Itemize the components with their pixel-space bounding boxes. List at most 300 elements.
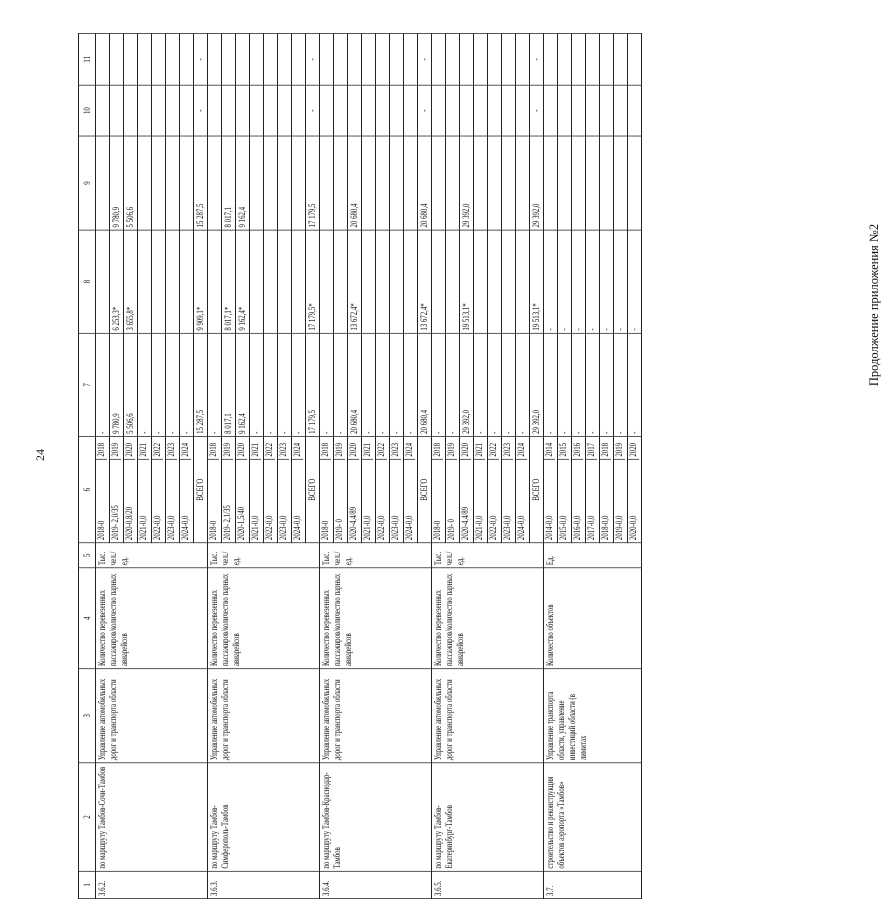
- cell-value: [516, 230, 530, 333]
- cell-empty: [614, 34, 628, 86]
- cell-value: 13 672,4*: [348, 230, 362, 333]
- cell-value: -: [502, 333, 516, 436]
- cell-year: 2024: [516, 437, 527, 460]
- cell-target-year: [138, 437, 152, 543]
- cell-target: 2020-0,8/20: [124, 506, 134, 541]
- cell-empty: [320, 34, 334, 86]
- cell-value: [138, 136, 152, 230]
- cell-target: 2021-0,0: [474, 515, 484, 541]
- cell-year: 2023: [502, 437, 513, 460]
- cell-value: -: [138, 333, 152, 436]
- cell-value: [502, 85, 516, 136]
- cell-empty: [110, 34, 124, 86]
- cell-value: [250, 230, 264, 333]
- cell-year: 2014: [544, 437, 555, 460]
- cell-name: по маршруту Тамбов-Краснодар-Тамбов: [320, 763, 432, 872]
- cell-value: 8 017,1: [222, 333, 236, 436]
- cell-value: [208, 230, 222, 333]
- cell-value: [446, 136, 460, 230]
- cell-value: [96, 136, 110, 230]
- cell-target: 2023-0,0: [390, 515, 400, 541]
- cell-empty: [208, 34, 222, 86]
- cell-year: 2018: [208, 437, 219, 460]
- cell-value: [544, 85, 558, 136]
- cell-value: [250, 136, 264, 230]
- cell-total: 15 287,5: [194, 333, 208, 436]
- cell-empty: [124, 34, 138, 86]
- cell-year: 2020: [348, 437, 359, 460]
- cell-total-label: ВСЕГО: [306, 437, 320, 543]
- header-row: [79, 34, 96, 899]
- cell-empty: [544, 34, 558, 86]
- cell-value: -: [390, 333, 404, 436]
- cell-value: [376, 85, 390, 136]
- cell-year: 2019: [110, 437, 121, 460]
- cell-total: -: [530, 85, 544, 136]
- cell-target: 2015-0,0: [558, 515, 568, 541]
- cell-year: 2023: [278, 437, 289, 460]
- cell-value: 9 780,9: [110, 333, 124, 436]
- cell-value: -: [278, 333, 292, 436]
- cell-value: [138, 85, 152, 136]
- cell-target-year: [376, 437, 390, 543]
- cell-no: 3.7.: [544, 871, 642, 898]
- cell-value: [404, 136, 418, 230]
- header-cell: 3: [79, 669, 96, 763]
- cell-year: 2019: [334, 437, 345, 460]
- cell-value: -: [446, 333, 460, 436]
- cell-value: 5 506,6: [124, 333, 138, 436]
- cell-value: [362, 85, 376, 136]
- cell-value: [96, 85, 110, 136]
- cell-value: -: [572, 333, 586, 436]
- cell-value: [208, 85, 222, 136]
- cell-value: [600, 85, 614, 136]
- cell-value: 20 680,4: [348, 136, 362, 230]
- cell-unit: Тыс. чел./ед.: [432, 543, 544, 568]
- cell-value: 9 780,9: [110, 136, 124, 230]
- cell-year: 2023: [166, 437, 177, 460]
- cell-value: [334, 136, 348, 230]
- cell-empty: [572, 34, 586, 86]
- cell-value: 5 506,6: [124, 136, 138, 230]
- cell-target-year: [334, 437, 348, 543]
- cell-exec: Управление транспорта области, управление инвестиций области (в лимитах: [544, 669, 642, 763]
- cell-total: 9 909,1*: [194, 230, 208, 333]
- cell-target: 2021-0,0: [250, 515, 260, 541]
- cell-value: [488, 230, 502, 333]
- cell-target-year: [236, 437, 250, 543]
- cell-target-year: [348, 437, 362, 543]
- cell-value: [572, 85, 586, 136]
- cell-year: 2020: [124, 437, 135, 460]
- cell-empty: [180, 34, 194, 86]
- cell-value: [544, 136, 558, 230]
- cell-target-year: [250, 437, 264, 543]
- cell-value: [166, 230, 180, 333]
- cell-value: 9 162,4: [236, 333, 250, 436]
- cell-value: 9 162,4*: [236, 230, 250, 333]
- cell-exec: Управление автомобильных дорог и транспорта области: [432, 669, 544, 763]
- cell-total: -: [530, 34, 544, 86]
- cell-year: 2018: [320, 437, 331, 460]
- header-cell: 6: [79, 437, 96, 543]
- cell-value: -: [250, 333, 264, 436]
- cell-year: 2021: [474, 437, 485, 460]
- cell-unit: Тыс. чел./ед.: [208, 543, 320, 568]
- header-cell: 2: [79, 763, 96, 872]
- cell-year: 2015: [558, 437, 569, 460]
- cell-empty: [404, 34, 418, 86]
- cell-indicator: Количество объектов: [544, 568, 642, 669]
- cell-total-label: ВСЕГО: [194, 437, 208, 543]
- cell-total: 17 179,5: [306, 333, 320, 436]
- cell-year: 2018: [600, 437, 611, 460]
- cell-value: [628, 85, 642, 136]
- cell-value: -: [376, 333, 390, 436]
- cell-year: 2023: [390, 437, 401, 460]
- cell-value: [390, 230, 404, 333]
- cell-value: -: [152, 333, 166, 436]
- cell-value: [446, 85, 460, 136]
- cell-value: -: [572, 230, 586, 333]
- cell-value: [614, 136, 628, 230]
- cell-value: -: [180, 333, 194, 436]
- cell-target-year: [278, 437, 292, 543]
- cell-value: [292, 85, 306, 136]
- cell-empty: [278, 34, 292, 86]
- cell-value: -: [600, 333, 614, 436]
- cell-year: 2020: [236, 437, 247, 460]
- cell-value: [474, 230, 488, 333]
- cell-target: 2024-0,0: [292, 515, 302, 541]
- cell-total: 20 680,4: [418, 333, 432, 436]
- cell-value: -: [614, 230, 628, 333]
- cell-unit: Тыс. чел./ед.: [320, 543, 432, 568]
- cell-total-label: ВСЕГО: [530, 437, 544, 543]
- cell-value: -: [558, 230, 572, 333]
- cell-value: -: [264, 333, 278, 436]
- cell-exec: Управление автомобильных дорог и транспорта области: [96, 669, 208, 763]
- cell-target-year: [208, 437, 222, 543]
- cell-value: 8 017,1: [222, 136, 236, 230]
- cell-value: -: [362, 333, 376, 436]
- cell-value: -: [544, 333, 558, 436]
- cell-no: 3.6.2.: [96, 871, 208, 898]
- cell-value: [152, 136, 166, 230]
- cell-value: [320, 230, 334, 333]
- cell-value: 6 253,3*: [110, 230, 124, 333]
- cell-value: [432, 85, 446, 136]
- cell-empty: [376, 34, 390, 86]
- cell-indicator: Количество перевезенных пассажиров/количество парных авиарейсов: [320, 568, 432, 669]
- cell-value: -: [208, 333, 222, 436]
- cell-value: [558, 136, 572, 230]
- cell-empty: [166, 34, 180, 86]
- cell-exec: Управление автомобильных дорог и транспорта области: [320, 669, 432, 763]
- cell-empty: [334, 34, 348, 86]
- header-cell: 9: [79, 136, 96, 230]
- cell-exec: Управление автомобильных дорог и транспорта области: [208, 669, 320, 763]
- cell-year: 2024: [404, 437, 415, 460]
- cell-target: 2020-0,0: [628, 515, 638, 541]
- cell-target: 2018-0: [96, 520, 106, 541]
- cell-target: 2020-4,4/89: [460, 506, 470, 541]
- cell-value: [516, 136, 530, 230]
- cell-value: -: [474, 333, 488, 436]
- cell-name: по маршруту Тамбов-Сочи-Тамбов: [96, 763, 208, 872]
- cell-empty: [516, 34, 530, 86]
- table-row: [432, 34, 446, 899]
- cell-target: 2022-0,0: [488, 515, 498, 541]
- cell-total: 29 392,0: [530, 136, 544, 230]
- cell-value: [586, 85, 600, 136]
- cell-value: -: [558, 333, 572, 436]
- cell-unit: Тыс. чел./ед.: [96, 543, 208, 568]
- cell-empty: [474, 34, 488, 86]
- cell-target: 2020-4,4/89: [348, 506, 358, 541]
- cell-value: [320, 85, 334, 136]
- cell-target: 2019- 2,0/35: [110, 505, 120, 541]
- cell-target: 2018-0: [432, 520, 442, 541]
- cell-value: [558, 85, 572, 136]
- cell-total: 15 287,5: [194, 136, 208, 230]
- program-table: [78, 33, 642, 899]
- cell-total: 17 179,5: [306, 136, 320, 230]
- cell-value: 19 513,1*: [460, 230, 474, 333]
- cell-year: 2020: [460, 437, 471, 460]
- cell-value: [376, 136, 390, 230]
- cell-target-year: [600, 437, 614, 543]
- cell-value: [516, 85, 530, 136]
- cell-year: 2021: [362, 437, 373, 460]
- cell-empty: [362, 34, 376, 86]
- cell-target-year: [264, 437, 278, 543]
- cell-value: [572, 136, 586, 230]
- cell-value: [320, 136, 334, 230]
- cell-indicator: Количество перевезенных пассажиров/количество парных авиарейсов: [432, 568, 544, 669]
- cell-value: [152, 85, 166, 136]
- cell-total: -: [194, 34, 208, 86]
- cell-value: [404, 230, 418, 333]
- cell-value: -: [586, 333, 600, 436]
- continuation-title: Продолжение приложения №2: [867, 223, 881, 387]
- cell-value: [488, 136, 502, 230]
- cell-value: 20 680,4: [348, 333, 362, 436]
- cell-value: [264, 136, 278, 230]
- cell-value: [474, 85, 488, 136]
- cell-target-year: [152, 437, 166, 543]
- header-cell: 7: [79, 333, 96, 436]
- cell-empty: [586, 34, 600, 86]
- cell-value: [278, 136, 292, 230]
- table-row: [544, 34, 558, 899]
- cell-value: [124, 85, 138, 136]
- cell-empty: [348, 34, 362, 86]
- cell-target-year: [488, 437, 502, 543]
- header-cell: 8: [79, 230, 96, 333]
- cell-empty: [96, 34, 110, 86]
- cell-year: 2022: [152, 437, 163, 460]
- cell-value: [278, 230, 292, 333]
- cell-target-year: [572, 437, 586, 543]
- cell-target-year: [292, 437, 306, 543]
- cell-target: 2024-0,0: [180, 515, 190, 541]
- cell-target-year: [180, 437, 194, 543]
- cell-empty: [222, 34, 236, 86]
- cell-year: 2019: [614, 437, 625, 460]
- cell-value: [334, 230, 348, 333]
- cell-value: 8 017,1*: [222, 230, 236, 333]
- cell-target-year: [166, 437, 180, 543]
- cell-total: -: [418, 85, 432, 136]
- cell-total: 20 680,4: [418, 136, 432, 230]
- cell-empty: [460, 34, 474, 86]
- cell-target: 2019- 2,1/35: [222, 505, 232, 541]
- cell-target-year: [460, 437, 474, 543]
- cell-value: -: [586, 230, 600, 333]
- cell-empty: [488, 34, 502, 86]
- cell-value: [180, 136, 194, 230]
- cell-target-year: [390, 437, 404, 543]
- cell-target-year: [96, 437, 110, 543]
- cell-target-year: [474, 437, 488, 543]
- cell-value: [166, 136, 180, 230]
- cell-value: [348, 85, 362, 136]
- cell-target: 2014-0,0: [544, 515, 554, 541]
- cell-total: 17 179,5*: [306, 230, 320, 333]
- cell-target: 2022-0,0: [152, 515, 162, 541]
- cell-target-year: [362, 437, 376, 543]
- cell-value: [250, 85, 264, 136]
- cell-indicator: Количество перевезенных пассажиров/количество парных авиарейсов: [96, 568, 208, 669]
- cell-value: [376, 230, 390, 333]
- cell-total: -: [306, 34, 320, 86]
- cell-value: [390, 85, 404, 136]
- cell-target-year: [544, 437, 558, 543]
- cell-year: 2017: [586, 437, 597, 460]
- table-row: [96, 34, 110, 899]
- cell-value: [600, 136, 614, 230]
- cell-value: [488, 85, 502, 136]
- cell-total: -: [194, 85, 208, 136]
- cell-value: -: [432, 333, 446, 436]
- cell-target-year: [222, 437, 236, 543]
- cell-no: 3.6.4.: [320, 871, 432, 898]
- cell-value: 9 162,4: [236, 136, 250, 230]
- cell-value: -: [600, 230, 614, 333]
- cell-target: 2023-0,0: [166, 515, 176, 541]
- cell-value: [236, 85, 250, 136]
- cell-year: 2019: [222, 437, 233, 460]
- cell-value: -: [96, 333, 110, 436]
- cell-total-label: ВСЕГО: [418, 437, 432, 543]
- cell-year: 2022: [488, 437, 499, 460]
- cell-value: -: [334, 333, 348, 436]
- table-row: [208, 34, 222, 899]
- cell-target: 2024-0,0: [404, 515, 414, 541]
- cell-value: [180, 230, 194, 333]
- cell-target: 2018-0,0: [600, 515, 610, 541]
- cell-total: 13 672,4*: [418, 230, 432, 333]
- cell-empty: [390, 34, 404, 86]
- cell-total: -: [306, 85, 320, 136]
- cell-value: [152, 230, 166, 333]
- cell-value: [614, 85, 628, 136]
- cell-value: [446, 230, 460, 333]
- cell-target: 2018-0: [320, 520, 330, 541]
- cell-value: [460, 85, 474, 136]
- header-cell: 4: [79, 568, 96, 669]
- cell-target: 2024-0,0: [516, 515, 526, 541]
- cell-empty: [628, 34, 642, 86]
- header-cell: 10: [79, 85, 96, 136]
- cell-value: [404, 85, 418, 136]
- cell-target: 2022-0,0: [264, 515, 274, 541]
- cell-target-year: [586, 437, 600, 543]
- cell-target: 2019- 0: [446, 519, 456, 541]
- cell-year: 2022: [264, 437, 275, 460]
- cell-name: строительство и реконструкция объектов аэропорта «Тамбов»: [544, 763, 642, 872]
- cell-value: [432, 136, 446, 230]
- cell-value: [292, 230, 306, 333]
- cell-indicator: Количество перевезенных пассажиров/количество парных авиарейсов: [208, 568, 320, 669]
- cell-target-year: [432, 437, 446, 543]
- cell-target-year: [320, 437, 334, 543]
- cell-value: -: [614, 333, 628, 436]
- page-number: 24: [33, 449, 47, 461]
- cell-empty: [432, 34, 446, 86]
- cell-value: [110, 85, 124, 136]
- cell-target: 2022-0,0: [376, 515, 386, 541]
- cell-value: [292, 136, 306, 230]
- cell-target-year: [404, 437, 418, 543]
- cell-value: [334, 85, 348, 136]
- cell-target: 2023-0,0: [278, 515, 288, 541]
- cell-target: 2018-0: [208, 520, 218, 541]
- cell-value: 3 655,8*: [124, 230, 138, 333]
- cell-target: 2019- 0: [334, 519, 344, 541]
- cell-total: 19 513,1*: [530, 230, 544, 333]
- cell-year: 2020: [628, 437, 639, 460]
- cell-value: [96, 230, 110, 333]
- cell-empty: [236, 34, 250, 86]
- cell-total: -: [418, 34, 432, 86]
- cell-target-year: [124, 437, 138, 543]
- cell-value: -: [544, 230, 558, 333]
- rotated-table-page: [78, 34, 639, 899]
- cell-value: -: [488, 333, 502, 436]
- cell-no: 3.6.3.: [208, 871, 320, 898]
- cell-empty: [502, 34, 516, 86]
- cell-target: 2019-0,0: [614, 515, 624, 541]
- cell-value: [264, 85, 278, 136]
- cell-value: [628, 136, 642, 230]
- cell-value: [166, 85, 180, 136]
- cell-value: [278, 85, 292, 136]
- cell-name: по маршруту Тамбов-Симферополь-Тамбов: [208, 763, 320, 872]
- cell-empty: [292, 34, 306, 86]
- cell-value: -: [628, 333, 642, 436]
- cell-value: [362, 136, 376, 230]
- cell-year: 2024: [180, 437, 191, 460]
- cell-value: 29 392,0: [460, 333, 474, 436]
- cell-value: -: [320, 333, 334, 436]
- cell-empty: [250, 34, 264, 86]
- cell-empty: [138, 34, 152, 86]
- cell-value: [222, 85, 236, 136]
- cell-empty: [558, 34, 572, 86]
